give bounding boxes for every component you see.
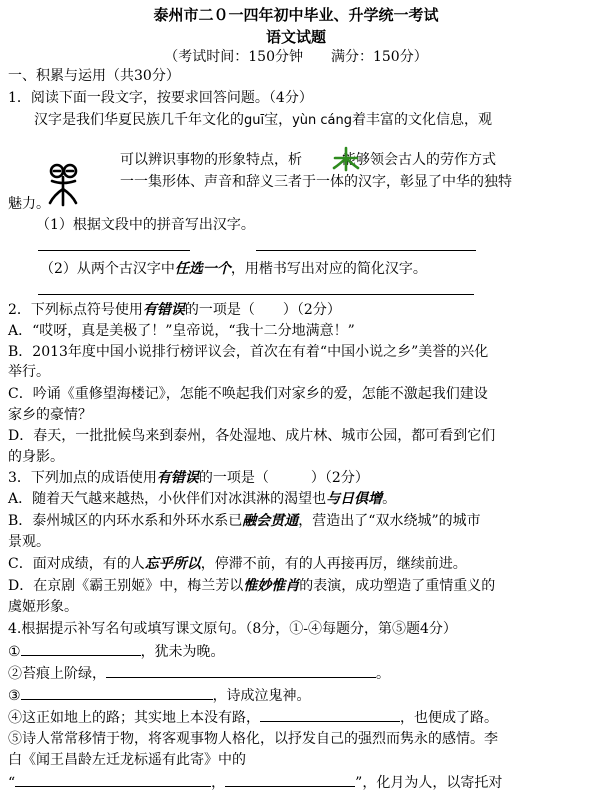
question-text: ，用楷书写出对应的简化汉字。: [230, 261, 427, 277]
question-2-option-d-cont: 的身影。: [8, 449, 64, 465]
passage-text: 汉字是我们华夏民族几千年文化的: [34, 112, 244, 128]
question-text: （2）从两个古汉字中: [40, 261, 175, 277]
idiom-text: 与日俱增: [326, 491, 383, 507]
question-2-option-c: C．吟诵《重修望海楼记》，怎能不唤起我们对家乡的爱，怎能不激起我们建设: [8, 386, 488, 402]
item-number: ①: [8, 644, 21, 660]
emphasis-text: 有错误: [142, 302, 185, 318]
emphasis-text: 任选一个: [174, 261, 231, 277]
option-text: 。: [382, 491, 397, 507]
question-1-sub-1: （1）根据文段中的拼音写出汉字。: [36, 217, 255, 233]
option-text: B．泰州城区的内环水系和外环水系已: [8, 513, 243, 529]
question-2-option-c-cont: 家乡的豪情？: [8, 407, 92, 423]
question-3-option-a: [8, 489, 396, 509]
option-text: C．面对成绩，有的人: [8, 556, 145, 572]
answer-blank[interactable]: [38, 236, 190, 251]
passage-text: 能够领会古人的劳作方式: [342, 152, 496, 168]
question-3-option-d: [8, 576, 495, 596]
question-1-passage-line-2: [120, 150, 496, 170]
idiom-text: 融会贯通: [242, 513, 299, 529]
question-4-item-3: [8, 685, 311, 706]
option-text: ，停滞不前，有的人再接再厉，继续前进。: [200, 556, 467, 572]
section-heading: 一、积累与运用（共30分）: [8, 68, 180, 84]
question-2-stem: [8, 300, 341, 320]
answer-blank[interactable]: [225, 772, 355, 787]
pinyin-2: yùn cáng: [292, 113, 353, 128]
question-2-option-d: D．春天，一批批候鸟来到泰州，各处湿地、成片林、城市公园，都可看到它们: [8, 428, 496, 444]
question-1-passage-line-4: 魅力。: [8, 196, 50, 212]
answer-blank[interactable]: [21, 685, 213, 700]
question-1-passage-line-3: 一一集形体、声音和辞义三者于一体的汉字，彰显了中华的独特: [120, 174, 512, 190]
question-1-stem: 1．阅读下面一段文字，按要求回答问题。（4分）: [8, 90, 313, 106]
question-4-item-5-line-2: 白《闻王昌龄左迁龙标遥有此寄》中的: [8, 752, 246, 768]
exam-title: 泰州市二０一四年初中毕业、升学统一考试: [153, 6, 439, 24]
pinyin-1: guī: [244, 113, 265, 128]
idiom-text: 忘乎所以: [144, 556, 201, 572]
question-1-passage-line-1: [34, 110, 492, 131]
item-text: ②苔痕上阶绿，: [8, 666, 106, 682]
ancient-character-xi-icon: [332, 146, 360, 172]
question-2-option-a: A．“哎呀，真是美极了！”皇帝说，“我十二分地满意！”: [8, 323, 355, 339]
option-text: 的表演，成功塑造了重情重义的: [299, 578, 496, 594]
exam-subject: 语文试题: [265, 28, 326, 46]
answer-blank[interactable]: [21, 641, 141, 656]
answer-blank[interactable]: [256, 236, 476, 251]
question-4-item-4: [8, 707, 498, 728]
question-text: 2．下列标点符号使用: [8, 302, 143, 318]
question-3-option-b: [8, 511, 481, 531]
answer-blank[interactable]: [106, 663, 376, 678]
question-4-stem: 4.根据提示补写名句或填写课文原句。（8分，①-④每题分，第⑤题4分）: [8, 621, 457, 637]
question-text: 的一项是（ ）（2分）: [198, 470, 369, 486]
item-text: 。: [376, 666, 390, 682]
item-number: ③: [8, 688, 21, 704]
item-text: ，诗成泣鬼神。: [212, 688, 311, 704]
question-4-item-2: [8, 663, 390, 684]
question-3-option-d-cont: 虞姬形象。: [8, 599, 78, 615]
passage-text: 着丰富的文化信息，观: [352, 112, 493, 128]
option-text: ，营造出了“双水绕城”的城市: [298, 513, 481, 529]
question-4-item-5: ⑤诗人常常移情于物，将客观事物人格化，以抒发自己的强烈而隽永的感情。李: [8, 731, 498, 747]
item-text: ④这正如地上的路；其实地上本没有路，: [8, 710, 260, 726]
question-3-stem: [8, 468, 369, 488]
answer-blank[interactable]: [38, 280, 474, 295]
item-text: ，也便成了路。: [400, 710, 498, 726]
question-4-item-1: [8, 641, 225, 662]
question-2-option-b-cont: 举行。: [8, 364, 50, 380]
option-text: D．在京剧《霸王别姬》中，梅兰芳以: [8, 578, 244, 594]
question-4-item-5-line-3: [8, 772, 502, 793]
passage-text: 可以辨识事物的形象特点，析: [120, 152, 302, 168]
option-text: A．随着天气越来越热，小伙伴们对冰淇淋的渴望也: [8, 491, 327, 507]
idiom-text: 惟妙惟肖: [243, 578, 300, 594]
question-3-option-b-cont: 景观。: [8, 534, 50, 550]
item-text: “: [8, 775, 16, 791]
emphasis-text: 有错误: [156, 470, 199, 486]
answer-blank[interactable]: [15, 772, 211, 787]
question-text: 的一项是（ ）（2分）: [184, 302, 341, 318]
question-1-sub-2: [40, 259, 427, 279]
item-text: ，: [211, 775, 226, 791]
passage-text: 宝，: [264, 112, 293, 128]
item-text: ，犹未为晚。: [140, 644, 225, 660]
answer-blank[interactable]: [260, 707, 400, 722]
question-2-option-b: B．2013年度中国小说排行榜评议会，首次在有着“中国小说之乡”美誉的兴化: [8, 344, 489, 360]
question-text: 3．下列加点的成语使用: [8, 470, 157, 486]
item-text: ”，化月为人，以寄托对: [355, 775, 503, 791]
question-3-option-c: [8, 554, 467, 574]
exam-info: （考试时间：150分钟 满分：150分）: [164, 49, 428, 65]
